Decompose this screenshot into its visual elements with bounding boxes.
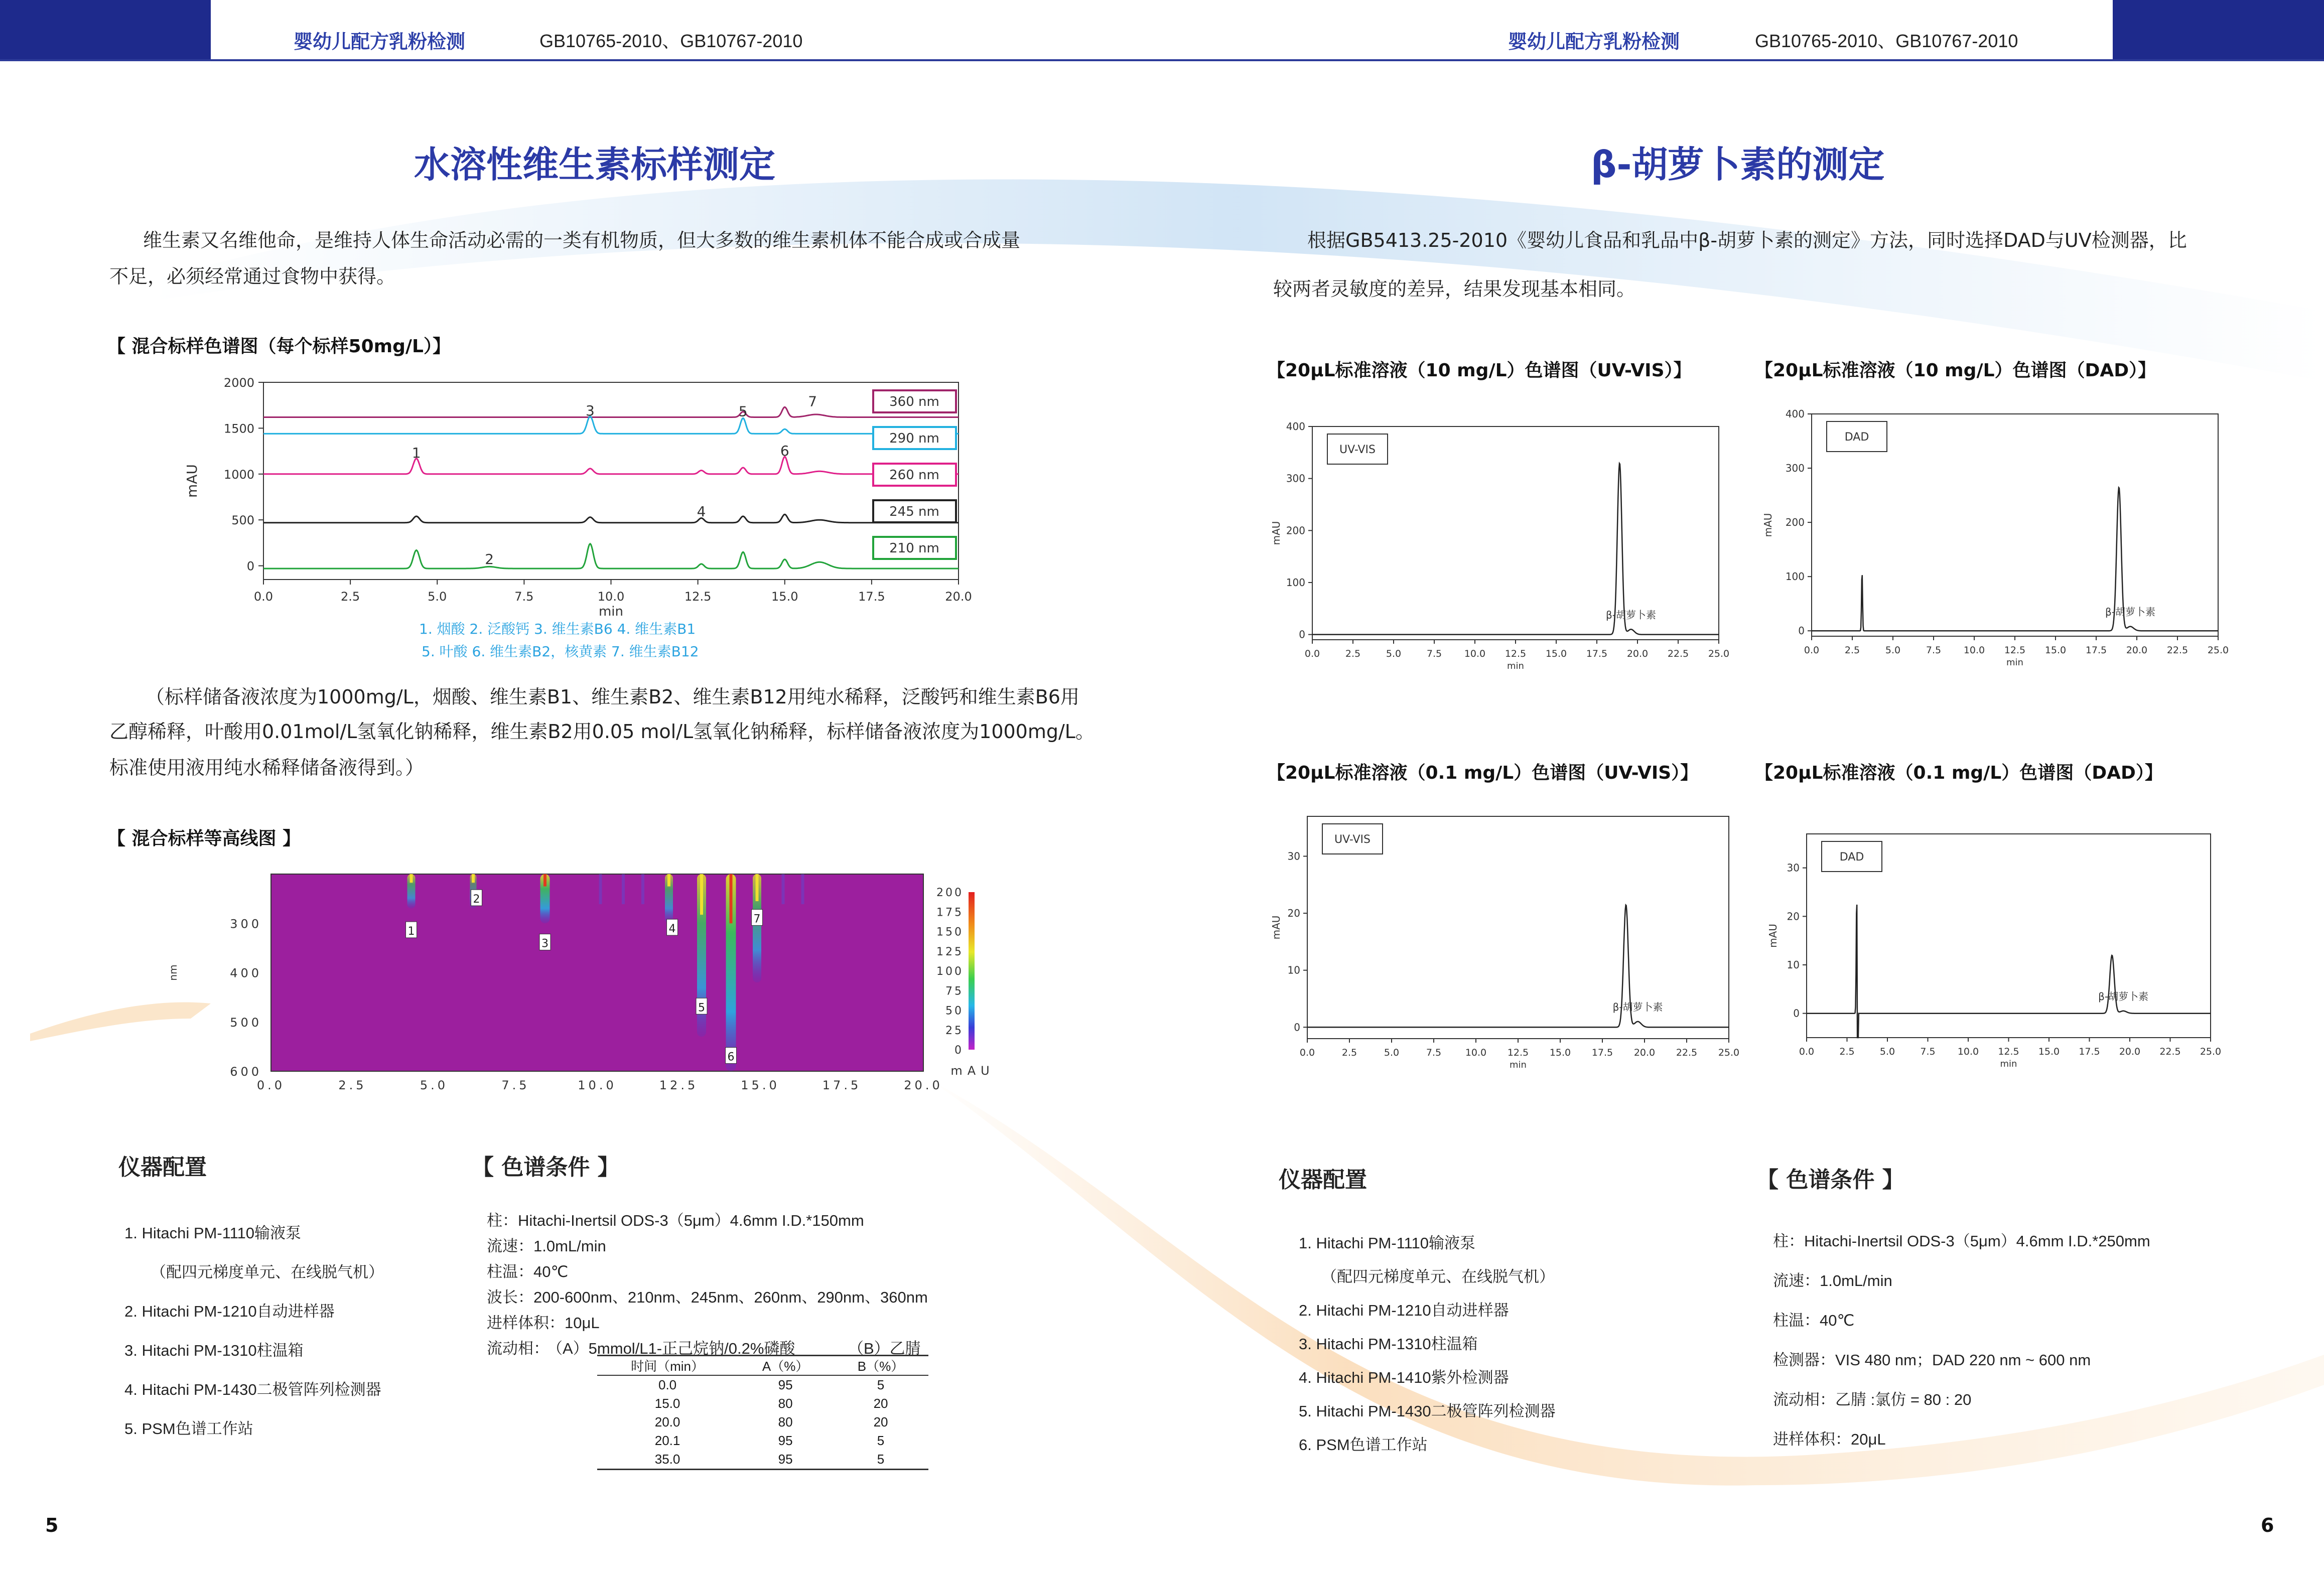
instrument-item: 3. Hitachi PM-1310柱温箱 xyxy=(1299,1335,1478,1353)
y-tick-label: 0 xyxy=(246,559,254,574)
gradient-cell: 80 xyxy=(778,1396,793,1411)
gradient-table-header xyxy=(597,1356,928,1376)
x-tick-label: 15.0 xyxy=(1545,648,1567,659)
colorbar-tick-label: 25 xyxy=(945,1024,964,1037)
colorbar-tick-label: 125 xyxy=(936,945,964,958)
header-rule xyxy=(0,59,2324,61)
heatmap-band-core xyxy=(472,874,475,883)
legend-label: 360 nm xyxy=(889,394,939,409)
instrument-item: 5. Hitachi PM-1430二极管阵列检测器 xyxy=(1299,1402,1556,1420)
heatmap-band-core xyxy=(543,874,546,887)
gradient-header-time: 时间（min） xyxy=(631,1359,705,1374)
gradient-row xyxy=(597,1375,928,1394)
y-tick-label: 2000 xyxy=(223,376,254,390)
left-instrument-title: 仪器配置 xyxy=(118,1155,207,1180)
heatmap-label: 2 xyxy=(473,893,480,906)
x-tick-label: 7.5 xyxy=(1920,1046,1936,1057)
colorbar-unit-label: mAU xyxy=(950,1064,995,1078)
y-tick-label: 1000 xyxy=(223,467,254,482)
x-tick-label: 20.0 xyxy=(945,590,972,604)
heatmap-streak xyxy=(801,874,804,904)
gradient-cell: 20.0 xyxy=(654,1414,680,1429)
right-intro-line2: 较两者灵敏度的差异，结果发现基本相同。 xyxy=(1273,278,1636,300)
left-note-line1: （标样储备液浓度为1000mg/L，烟酸、维生素B1、维生素B2、维生素B12用纯水稀释，泛酸钙和维生素B6用 xyxy=(146,686,1079,708)
instrument-item: （配四元梯度单元、在线脱气机） xyxy=(151,1263,384,1281)
left-conditions-title: 【 色谱条件 】 xyxy=(472,1155,620,1180)
x-tick-label: 25.0 xyxy=(1718,1047,1740,1058)
left-intro-line2: 不足，必须经常通过食物中获得。 xyxy=(109,265,396,288)
x-tick-label: 5.0 xyxy=(420,1078,449,1092)
condition-item: 柱：Hitachi-Inertsil ODS-3（5μm）4.6mm I.D.*150mm xyxy=(487,1212,864,1229)
instrument-item: 1. Hitachi PM-1110输液泵 xyxy=(124,1224,302,1242)
x-tick-label: 25.0 xyxy=(2207,645,2229,656)
x-tick-label: 20.0 xyxy=(2126,645,2148,656)
gradient-cell: 5 xyxy=(877,1452,885,1467)
colorbar-tick-label: 75 xyxy=(945,985,964,998)
inset-label: UV-VIS xyxy=(1334,833,1371,846)
y-tick-label: 500 xyxy=(230,1015,262,1030)
y-tick-label: 10 xyxy=(1787,959,1800,971)
contour-label: 【 混合标样等高线图 】 xyxy=(107,828,301,849)
instrument-item: 5. PSM色谱工作站 xyxy=(124,1420,253,1438)
chromatogram-legend-line2: 5. 叶酸 6. 维生素B2，核黄素 7. 维生素B12 xyxy=(422,643,699,660)
x-tick-label: 10.0 xyxy=(597,590,625,604)
heatmap-label: 4 xyxy=(668,923,676,936)
y-tick-label: 30 xyxy=(1287,850,1300,863)
mixed-standard-chromatogram xyxy=(171,371,984,622)
x-tick-label: 10.0 xyxy=(1464,648,1486,659)
left-note-line3: 标准使用液用纯水稀释储备液得到。） xyxy=(109,757,425,779)
x-tick-label: 10.0 xyxy=(578,1078,617,1092)
x-tick-label: 0.0 xyxy=(253,590,274,604)
legend-label: 210 nm xyxy=(889,541,939,556)
condition-item: 进样体积：10μL xyxy=(487,1314,600,1332)
header-standard-left: GB10765-2010、GB10767-2010 xyxy=(539,31,803,51)
x-axis-label: min xyxy=(598,604,624,619)
y-tick-label: 500 xyxy=(231,513,254,528)
y-tick-label: 0 xyxy=(1294,1021,1300,1034)
x-tick-label: 2.5 xyxy=(1341,1047,1357,1058)
y-tick-label: 10 xyxy=(1287,964,1300,976)
y-tick-label: 200 xyxy=(1785,516,1805,529)
right-instrument-title: 仪器配置 xyxy=(1279,1167,1367,1193)
x-tick-label: 22.5 xyxy=(2159,1046,2181,1057)
dad-10-label: 【20μL标准溶液（10 mg/L）色谱图（DAD）】 xyxy=(1755,360,2156,381)
y-axis-label: mAU xyxy=(184,464,200,498)
peak-label: β-胡萝卜素 xyxy=(2105,606,2156,618)
right-intro-line1: 根据GB5413.25-2010《婴幼儿食品和乳品中β-胡萝卜素的测定》方法，同时选择DAD与UV检测器，比 xyxy=(1307,229,2187,251)
x-tick-label: 20.0 xyxy=(2119,1046,2141,1057)
x-tick-label: 17.5 xyxy=(822,1078,862,1092)
x-tick-label: 17.5 xyxy=(1586,648,1608,659)
x-tick-label: 15.0 xyxy=(771,590,798,604)
header-standard-right: GB10765-2010、GB10767-2010 xyxy=(1755,31,2018,51)
y-axis-label: mAU xyxy=(1762,513,1774,537)
x-tick-label: 7.5 xyxy=(501,1078,530,1092)
condition-item: 检测器：VIS 480 nm；DAD 220 nm ~ 600 nm xyxy=(1773,1351,2091,1369)
gradient-cell: 35.0 xyxy=(654,1452,680,1467)
uv-01-label: 【20μL标准溶液（0.1 mg/L）色谱图（UV-VIS）】 xyxy=(1267,763,1699,783)
y-tick-label: 30 xyxy=(1787,862,1800,874)
colorbar-tick-label: 150 xyxy=(936,926,964,939)
left-note-line2: 乙醇稀释，叶酸用0.01mol/L氢氧化钠稀释，维生素B2用0.05 mol/L氢氧化钠稀释，标样储备液浓度为1000mg/L。 xyxy=(109,721,1095,743)
x-tick-label: 20.0 xyxy=(1626,648,1649,659)
x-tick-label: 17.5 xyxy=(2079,1046,2100,1057)
gradient-cell: 0.0 xyxy=(658,1377,677,1392)
colorbar-tick-label: 0 xyxy=(954,1044,964,1057)
instrument-item: （配四元梯度单元、在线脱气机） xyxy=(1321,1268,1555,1285)
y-tick-label: 100 xyxy=(1785,570,1805,583)
heatmap-band-core xyxy=(700,874,703,915)
x-axis-label: min xyxy=(2000,1059,2017,1069)
gradient-cell: 5 xyxy=(877,1377,885,1392)
gradient-cell: 20 xyxy=(873,1414,888,1429)
y-tick-label: 1500 xyxy=(223,421,254,436)
legend-label: 290 nm xyxy=(889,431,939,446)
x-tick-label: 15.0 xyxy=(2044,645,2067,656)
heatmap-label: 5 xyxy=(698,1001,705,1015)
right-conditions-title: 【 色谱条件 】 xyxy=(1756,1167,1904,1193)
y-tick-label: 400 xyxy=(1785,408,1805,420)
x-tick-label: 0.0 xyxy=(1304,648,1320,659)
instrument-item: 6. PSM色谱工作站 xyxy=(1299,1436,1428,1454)
x-tick-label: 20.0 xyxy=(904,1078,943,1092)
y-tick-label: 20 xyxy=(1287,907,1300,920)
x-tick-label: 15.0 xyxy=(2038,1046,2060,1057)
x-tick-label: 7.5 xyxy=(1426,1047,1442,1058)
x-tick-label: 2.5 xyxy=(338,1078,367,1092)
x-axis-label: min xyxy=(1507,661,1524,671)
y-axis-label: nm xyxy=(167,964,179,981)
instrument-item: 4. Hitachi PM-1430二极管阵列检测器 xyxy=(124,1381,381,1398)
colorbar-tick-label: 200 xyxy=(936,887,964,899)
x-tick-label: 7.5 xyxy=(1926,645,1942,656)
header-accent-right xyxy=(2113,0,2324,60)
legend-label: 245 nm xyxy=(889,504,939,519)
gradient-cell: 95 xyxy=(778,1452,793,1467)
uv-vis-10mgl-chromatogram xyxy=(1267,406,1734,692)
header-title-left: 婴幼儿配方乳粉检测 xyxy=(294,31,466,53)
colorbar-tick-label: 50 xyxy=(945,1005,964,1018)
heatmap-band-core xyxy=(730,874,733,923)
y-tick-label: 20 xyxy=(1787,910,1800,923)
x-tick-label: 17.5 xyxy=(858,590,885,604)
x-tick-label: 12.5 xyxy=(1998,1046,2019,1057)
peak-label: β-胡萝卜素 xyxy=(2098,990,2149,1002)
condition-item: 进样体积：20μL xyxy=(1773,1430,1886,1448)
gradient-row xyxy=(597,1431,928,1450)
peak-label: 5 xyxy=(738,403,748,420)
y-tick-label: 300 xyxy=(230,917,262,931)
x-axis-label: min xyxy=(2006,657,2023,668)
gradient-row xyxy=(597,1413,928,1431)
x-tick-label: 5.0 xyxy=(1879,1046,1895,1057)
x-tick-label: 5.0 xyxy=(428,590,447,604)
heatmap-label: 1 xyxy=(407,925,415,938)
y-tick-label: 400 xyxy=(230,966,262,980)
inset-label: UV-VIS xyxy=(1339,444,1376,456)
x-tick-label: 2.5 xyxy=(341,590,360,604)
x-tick-label: 7.5 xyxy=(1426,648,1442,659)
x-tick-label: 22.5 xyxy=(1676,1047,1698,1058)
mobile-phase-a: （A）5mmol/L1-正己烷钠/0.2%磷酸 xyxy=(547,1340,795,1357)
heatmap-streak xyxy=(599,874,602,904)
y-tick-label: 300 xyxy=(1785,462,1805,475)
heatmap-label: 3 xyxy=(541,937,549,950)
instrument-item: 4. Hitachi PM-1410紫外检测器 xyxy=(1299,1369,1509,1386)
y-axis-label: mAU xyxy=(1767,924,1779,948)
y-tick-label: 200 xyxy=(1286,524,1305,537)
x-tick-label: 22.5 xyxy=(2166,645,2189,656)
gradient-cell: 95 xyxy=(778,1377,793,1392)
gradient-row xyxy=(597,1394,928,1413)
instrument-item: 2. Hitachi PM-1210自动进样器 xyxy=(1299,1302,1509,1319)
x-tick-label: 25.0 xyxy=(1708,648,1730,659)
peak-label: 1 xyxy=(412,444,421,461)
gradient-table xyxy=(597,1355,928,1470)
uv-10-label: 【20μL标准溶液（10 mg/L）色谱图（UV-VIS）】 xyxy=(1267,360,1692,381)
heatmap-label: 7 xyxy=(753,913,761,926)
x-tick-label: 5.0 xyxy=(1386,648,1402,659)
x-tick-label: 2.5 xyxy=(1345,648,1361,659)
x-tick-label: 0.0 xyxy=(1299,1047,1315,1058)
chromatogram-legend-line1: 1. 烟酸 2. 泛酸钙 3. 维生素B6 4. 维生素B1 xyxy=(419,621,696,637)
left-page-title: 水溶性维生素标样测定 xyxy=(414,144,776,186)
x-tick-label: 22.5 xyxy=(1667,648,1689,659)
y-tick-label: 100 xyxy=(1286,576,1305,589)
colorbar-tick-label: 100 xyxy=(936,965,964,978)
legend-label: 260 nm xyxy=(889,468,939,483)
mobile-phase-label: 流动相： xyxy=(487,1340,549,1357)
gradient-header-a: A（%） xyxy=(762,1359,809,1374)
heatmap-band-core xyxy=(667,874,670,887)
y-axis-label: mAU xyxy=(1270,915,1282,940)
heatmap-streak xyxy=(622,874,625,904)
gradient-cell: 5 xyxy=(877,1433,885,1448)
mixed-standard-contour-plot xyxy=(166,863,1009,1099)
condition-item: 流速：1.0mL/min xyxy=(1773,1272,1892,1289)
condition-item: 柱温：40℃ xyxy=(487,1263,569,1280)
header-accent-left xyxy=(0,0,211,60)
dad-01-label: 【20μL标准溶液（0.1 mg/L）色谱图（DAD）】 xyxy=(1755,763,2163,783)
peak-label: 6 xyxy=(780,443,789,460)
chromatogram-label: 【 混合标样色谱图（每个标样50mg/L）】 xyxy=(107,336,451,357)
x-tick-label: 15.0 xyxy=(741,1078,780,1092)
peak-label: β-胡萝卜素 xyxy=(1612,1000,1663,1013)
gradient-header-b: B（%） xyxy=(857,1359,904,1374)
colorbar xyxy=(969,892,975,1050)
x-tick-label: 12.5 xyxy=(659,1078,699,1092)
plot-area xyxy=(263,382,959,580)
heatmap-area xyxy=(271,874,923,1071)
heatmap-streak xyxy=(782,874,785,904)
x-tick-label: 0.0 xyxy=(1804,645,1820,656)
gradient-cell: 95 xyxy=(778,1433,793,1448)
dad-10mgl-chromatogram xyxy=(1759,406,2229,692)
x-axis-label: min xyxy=(1510,1060,1527,1070)
condition-item: 流动相：乙腈 :氯仿 = 80 : 20 xyxy=(1773,1391,1972,1408)
instrument-item: 2. Hitachi PM-1210自动进样器 xyxy=(124,1303,335,1320)
page-number-left: 5 xyxy=(45,1514,59,1536)
heatmap-streak xyxy=(641,874,644,904)
peak-label: 7 xyxy=(808,393,817,410)
inset-label: DAD xyxy=(1844,431,1869,444)
x-tick-label: 12.5 xyxy=(2004,645,2026,656)
y-axis-label: mAU xyxy=(1270,521,1282,545)
gradient-cell: 20.1 xyxy=(654,1433,680,1448)
right-page-title: β-胡萝卜素的测定 xyxy=(1591,144,1885,186)
gradient-cell: 20 xyxy=(873,1396,888,1411)
x-tick-label: 15.0 xyxy=(1549,1047,1571,1058)
gradient-row xyxy=(597,1450,928,1470)
y-tick-label: 300 xyxy=(1286,472,1305,485)
left-intro-line1: 维生素又名维他命，是维持人体生命活动必需的一类有机物质，但大多数的维生素机体不能合成或合成量 xyxy=(143,229,1021,251)
x-tick-label: 5.0 xyxy=(1885,645,1901,656)
page-number-right: 6 xyxy=(2261,1514,2274,1536)
y-tick-label: 600 xyxy=(230,1065,262,1079)
x-tick-label: 17.5 xyxy=(2085,645,2107,656)
x-tick-label: 0.0 xyxy=(1799,1046,1815,1057)
x-tick-label: 2.5 xyxy=(1839,1046,1855,1057)
x-tick-label: 17.5 xyxy=(1591,1047,1613,1058)
instrument-item: 3. Hitachi PM-1310柱温箱 xyxy=(124,1342,304,1359)
y-tick-label: 0 xyxy=(1798,625,1805,637)
peak-label: 3 xyxy=(586,402,595,419)
condition-item: 柱温：40℃ xyxy=(1773,1312,1855,1329)
x-tick-label: 25.0 xyxy=(2200,1046,2222,1057)
condition-item: 柱：Hitachi-Inertsil ODS-3（5μm）4.6mm I.D.*250mm xyxy=(1773,1232,2150,1250)
dad-01mgl-chromatogram xyxy=(1764,823,2226,1094)
y-tick-label: 400 xyxy=(1286,420,1305,433)
gradient-cell: 80 xyxy=(778,1414,793,1429)
header-title-right: 婴幼儿配方乳粉检测 xyxy=(1508,31,1680,53)
x-tick-label: 10.0 xyxy=(1957,1046,1979,1057)
peak-label: β-胡萝卜素 xyxy=(1606,609,1657,621)
peak-label: 4 xyxy=(697,503,706,520)
inset-label: DAD xyxy=(1839,851,1864,864)
condition-item: 波长：200-600nm、210nm、245nm、260nm、290nm、360nm xyxy=(487,1288,928,1306)
x-tick-label: 0.0 xyxy=(256,1078,286,1092)
x-tick-label: 7.5 xyxy=(514,590,534,604)
colorbar-tick-label: 175 xyxy=(936,906,964,919)
uv-vis-01mgl-chromatogram xyxy=(1267,810,1739,1091)
x-tick-label: 2.5 xyxy=(1844,645,1860,656)
x-tick-label: 12.5 xyxy=(1507,1047,1529,1058)
y-tick-label: 0 xyxy=(1793,1007,1800,1020)
instrument-item: 1. Hitachi PM-1110输液泵 xyxy=(1299,1234,1476,1252)
heatmap-band-core xyxy=(756,874,759,901)
x-tick-label: 12.5 xyxy=(1505,648,1527,659)
condition-item: 流速：1.0mL/min xyxy=(487,1237,606,1255)
x-tick-label: 10.0 xyxy=(1465,1047,1487,1058)
y-tick-label: 0 xyxy=(1299,628,1305,641)
heatmap-label: 6 xyxy=(727,1051,735,1064)
peak-label: 2 xyxy=(485,550,494,567)
x-tick-label: 10.0 xyxy=(1963,645,1985,656)
x-tick-label: 20.0 xyxy=(1633,1047,1656,1058)
heatmap-band-core xyxy=(410,874,413,883)
x-tick-label: 12.5 xyxy=(684,590,712,604)
gradient-cell: 15.0 xyxy=(654,1396,680,1411)
x-tick-label: 5.0 xyxy=(1384,1047,1400,1058)
mobile-phase-b: （B）乙腈 xyxy=(848,1340,921,1357)
